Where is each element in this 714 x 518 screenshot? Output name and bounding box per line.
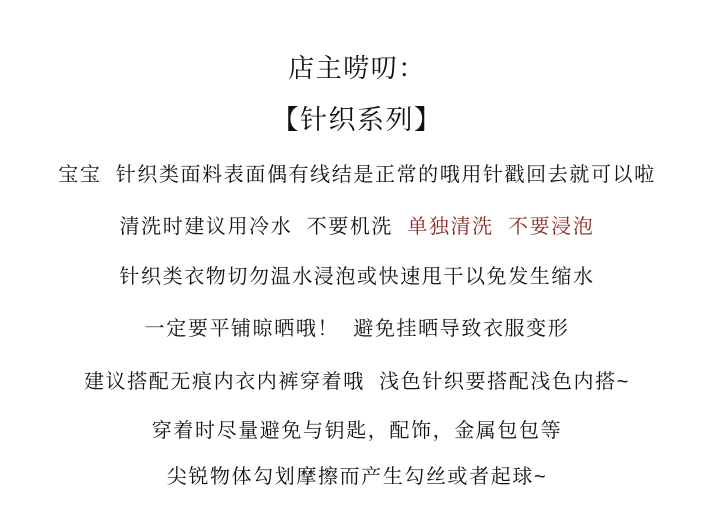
care-note-highlight-text: 单独清洗 不要浸泡: [407, 216, 595, 238]
care-note-text: 一定要平铺晾晒哦！ 避免挂晒导致衣服变形: [144, 318, 570, 340]
page-title: 店主唠叨：: [288, 53, 426, 83]
care-note-line: [0, 460, 714, 489]
care-note-line: [0, 210, 714, 239]
care-note-text: 尖锐物体勾划摩擦而产生勾丝或者起球~: [166, 466, 548, 488]
care-note-text: 宝宝 针织类面料表面偶有线结是正常的哦用针戳回去就可以啦: [58, 164, 656, 186]
care-note-text: 清洗时建议用冷水 不要机洗: [119, 216, 408, 238]
section-title-knit-series: 【针织系列】: [271, 105, 443, 135]
care-note-line: [0, 312, 714, 341]
care-note-line: [0, 260, 714, 289]
care-note-text: 建议搭配无痕内衣内裤穿着哦 浅色针织要搭配浅色内搭~: [84, 371, 630, 393]
care-note-line: [0, 414, 714, 443]
care-note-text: 针织类衣物切勿温水浸泡或快速甩干以免发生缩水: [119, 266, 595, 288]
care-note-line: [0, 158, 714, 187]
care-note-text: 穿着时尽量避免与钥匙，配饰，金属包包等: [151, 420, 563, 442]
care-note-line: [0, 365, 714, 394]
